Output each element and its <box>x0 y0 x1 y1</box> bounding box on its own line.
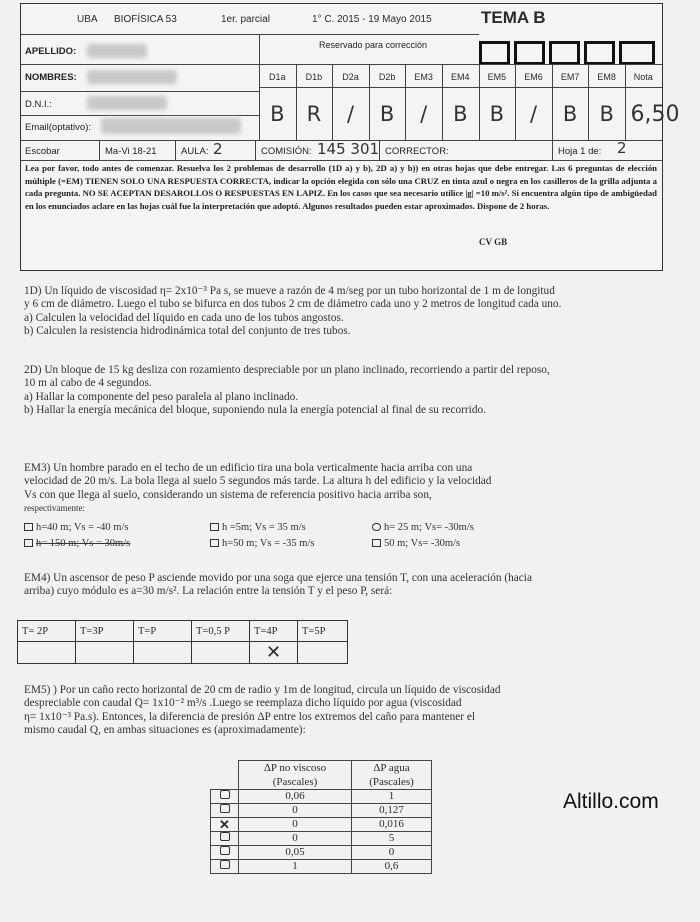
em3-option-2[interactable]: h =5m; Vs = 35 m/s <box>210 522 306 533</box>
em4-answer-cell[interactable] <box>18 642 76 664</box>
grade-mark: B <box>599 102 614 126</box>
em5-checkbox[interactable] <box>211 790 239 804</box>
grade-column-header: D1a <box>269 72 286 82</box>
table-row: 0,06 1 <box>211 790 432 804</box>
em4-option-label: T=0,5 P <box>192 621 250 642</box>
em4-answer-cell[interactable] <box>192 642 250 664</box>
question-2d <box>24 364 550 418</box>
grade-mark: / <box>529 102 538 126</box>
em4-option-label: T=P <box>134 621 192 642</box>
question-line: mismo caudal Q, en ambas situaciones es (aproximadamente): <box>24 724 306 737</box>
question-line: b) Calculen la resistencia hidrodinámica total del conjunto de tres tubos. <box>24 325 351 338</box>
comision-label: COMISIÓN: <box>261 146 312 157</box>
em4-option-label: T=4P <box>250 621 298 642</box>
em5-col1-header: ΔP no viscoso (Pascales) <box>239 761 352 790</box>
exam-instructions: Lea por favor, todo antes de comenzar. Resuelva los 2 problemas de desarrollo (1D a) y b), 2D a) y b)) en otras hojas que debe entregar. Las 6 preguntas de elección múltiple (=EM) TIENEN SOLO UNA RESPUESTA CORRECTA, indicar la opción elegida con sólo una CRUZ en tinta azul o negra en los casilleros de la grilla adjunta a cada pregunta. NO SE ACEPTAN DESAROLLOS O RESPUESTAS EN LAPIZ. En los casos que sea necesario utilice |g| =10 m/s². Si encuentra algún tipo de ambigüedad en los enunciados aclare en las hojas cuál fue la interpretación que adoptó. Algunos resultados pueden estar aproximados. Dispone de 2 horas. <box>25 163 657 211</box>
em4-option-label: T=3P <box>76 621 134 642</box>
question-line: y 6 cm de diámetro. Luego el tubo se bifurca en dos tubos 2 cm de diámetro cada uno y 2 metros de longitud cada uno. <box>24 298 562 311</box>
question-line: velocidad de 20 m/s. La bola llega al suelo 5 segundos más tarde. La altura h del edificio y la velocidad <box>24 475 492 488</box>
em3-option-5[interactable]: h=50 m; Vs = -35 m/s <box>210 538 314 549</box>
redacted-dni <box>87 96 167 110</box>
escobar-label: Escobar <box>25 146 60 157</box>
em4-answer-table <box>17 620 348 664</box>
question-line: respectivamente: <box>24 503 85 514</box>
checkbox[interactable] <box>210 539 219 547</box>
checkbox[interactable] <box>372 523 381 531</box>
table-row: 1 0,6 <box>211 860 432 874</box>
reserved-label: Reservado para corrección <box>319 40 428 50</box>
signature: CV GB <box>479 237 508 247</box>
checkbox[interactable] <box>210 523 219 531</box>
em4-answer-cell[interactable] <box>134 642 192 664</box>
email-label: Email(optativo): <box>25 122 91 133</box>
table-row: 0,05 0 <box>211 846 432 860</box>
grade-mark: / <box>346 102 355 126</box>
em5-checkbox-marked[interactable]: ✕ <box>211 818 239 832</box>
table-row: 0 0,127 <box>211 804 432 818</box>
em5-checkbox[interactable] <box>211 832 239 846</box>
watermark: Altillo.com <box>563 790 659 813</box>
question-line: 1D) Un líquido de viscosidad η= 2x10⁻³ Pa s, se mueve a razón de 4 m/seg por un tubo horizontal de 1 m de longitud <box>24 285 555 297</box>
hoja-label: Hoja 1 de: <box>558 146 602 157</box>
table-row: 0 5 <box>211 832 432 846</box>
question-line: 10 m al cabo de 4 segundos. <box>24 377 152 390</box>
em5-answer-table <box>210 760 432 874</box>
redacted-email <box>101 118 241 134</box>
question-line: b) Hallar la energía mecánica del bloque, suponiendo nula la energía potencial al final de su recorrido. <box>24 404 486 417</box>
question-line: η= 1x10⁻³ Pa.s). Entonces, la diferencia de presión ΔP entre los extremos del caño para mantener el <box>24 710 476 723</box>
question-line: EM3) Un hombre parado en el techo de un edificio tira una bola verticalmente hacia arriba con una <box>24 462 473 474</box>
subject: BIOFÍSICA 53 <box>114 14 177 25</box>
grade-column-header: EM4 <box>451 72 470 82</box>
grade-column-header: EM6 <box>524 72 543 82</box>
grade-column-header: D2b <box>378 72 396 82</box>
nombres-label: NOMBRES: <box>25 72 77 83</box>
em5-checkbox[interactable] <box>211 860 239 874</box>
aula-value: 2 <box>213 140 223 158</box>
grade-column-header: EM7 <box>560 72 580 82</box>
grade-column-header: EM8 <box>597 72 616 82</box>
question-line: arriba) cuyo módulo es a=30 m/s². La relación entre la tensión T y el peso P, será: <box>24 585 393 598</box>
em4-answer-cell[interactable]: ✕ <box>250 642 298 664</box>
grade-mark: 6,50 <box>630 102 680 127</box>
em4-option-label: T= 2P <box>18 621 76 642</box>
question-em3 <box>24 462 491 516</box>
em5-col2-header: ΔP agua (Pascales) <box>352 761 432 790</box>
header-top-line <box>21 4 662 34</box>
em3-option-6[interactable]: 50 m; Vs= -30m/s <box>372 538 460 549</box>
table-row: ✕ 0 0,016 <box>211 818 432 832</box>
grade-mark: / <box>420 102 428 126</box>
question-line: 2D) Un bloque de 15 kg desliza con rozamiento despreciable por un plano inclinado, recorriendo a partir del reposo, <box>24 364 550 376</box>
grade-column-header: EM3 <box>414 72 433 82</box>
schedule: Ma-Vi 18-21 <box>105 146 157 157</box>
grade-mark: B <box>453 102 468 126</box>
em3-option-3[interactable]: h= 25 m; Vs= -30m/s <box>372 522 474 533</box>
grade-mark: B <box>379 102 395 126</box>
exam-period: 1° C. 2015 - 19 Mayo 2015 <box>312 14 432 25</box>
grade-column-header: D1b <box>305 72 323 82</box>
em4-answer-cell[interactable] <box>298 642 348 664</box>
aula-label: AULA: <box>181 146 209 157</box>
em5-checkbox[interactable] <box>211 846 239 860</box>
checkbox[interactable] <box>24 539 33 547</box>
em4-answer-cell[interactable] <box>76 642 134 664</box>
apellido-label: APELLIDO: <box>25 46 77 57</box>
question-line: despreciable con caudal Q= 1x10⁻² m³/s .Luego se reemplaza dicho líquido por agua (viscosidad <box>24 697 462 710</box>
redacted-nombres <box>87 70 177 84</box>
grade-column-header: Nota <box>633 72 653 82</box>
question-em4 <box>24 572 532 599</box>
tema-label: TEMA B <box>481 8 546 27</box>
question-line: a) Hallar la componente del peso paralela al plano inclinado. <box>24 390 299 403</box>
checkbox[interactable] <box>24 523 33 531</box>
em3-option-4[interactable]: h= 150 m; Vs = 30m/s <box>24 538 130 549</box>
dni-label: D.N.I.: <box>25 99 52 110</box>
question-em5 <box>24 684 501 738</box>
grade-column-header: D2a <box>342 72 359 82</box>
comision-value: 145 301 <box>317 140 380 158</box>
university: UBA <box>77 14 98 25</box>
corrector-label: CORRECTOR: <box>385 146 449 157</box>
redacted-apellido <box>87 44 147 58</box>
grade-mark: R <box>306 102 322 126</box>
checkbox[interactable] <box>372 539 381 547</box>
em4-option-label: T=5P <box>298 621 348 642</box>
hoja-value: 2 <box>617 139 627 157</box>
question-1d <box>24 285 561 339</box>
question-line: a) Calculen la velocidad del líquido en cada uno de los tubos angostos. <box>24 311 344 324</box>
question-line: EM5) ) Por un caño recto horizontal de 20 cm de radio y 1m de longitud, circula un líquido de viscosidad <box>24 684 501 696</box>
exam-name: 1er. parcial <box>221 14 270 25</box>
question-line: Vs con que llega al suelo, considerando un sistema de referencia positivo hacia arriba son, <box>24 488 432 501</box>
em3-option-1[interactable]: h=40 m; Vs = -40 m/s <box>24 522 128 533</box>
exam-header <box>20 3 680 271</box>
em5-checkbox[interactable] <box>211 804 239 818</box>
question-line: EM4) Un ascensor de peso P asciende movido por una soga que ejerce una tensión T, con una aceleración (hacia <box>24 572 532 584</box>
grade-mark: B <box>489 102 505 126</box>
grade-column-header: EM5 <box>487 72 507 82</box>
grade-mark: B <box>270 102 285 126</box>
grade-mark: B <box>562 102 578 126</box>
